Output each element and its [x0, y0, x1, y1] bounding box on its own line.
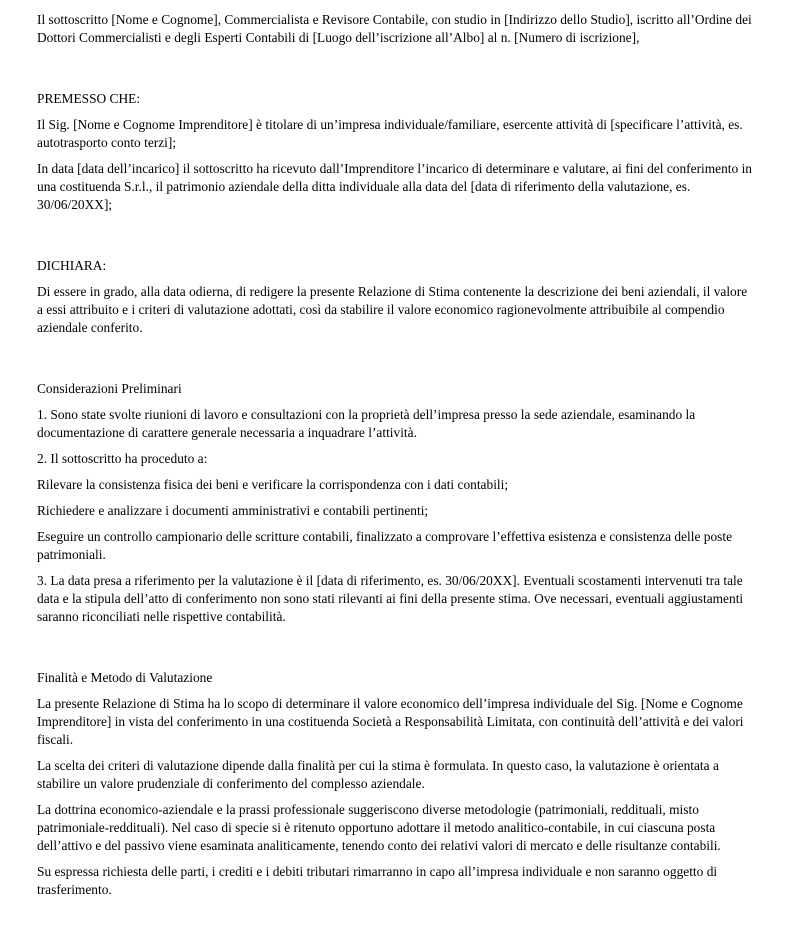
dichiara-heading: DICHIARA: — [37, 258, 107, 273]
finalita-paragraph-2: La scelta dei criteri di valutazione dipende dalla finalità per cui la stima è formulata. In questo caso, la valutazione è orientata a stabilire un valore prudenziale di conferimento del complesso aziendale. — [37, 758, 719, 791]
considerazioni-paragraph-4: Richiedere e analizzare i documenti amministrativi e contabili pertinenti; — [37, 503, 429, 518]
dichiara-paragraph-1: Di essere in grado, alla data odierna, di redigere la presente Relazione di Stima contenente la descrizione dei beni aziendali, il valore a essi attribuito e i criteri di valutazione adottati, così da stabilire il valore economico ragionevolmente attribuibile al compendio aziendale conferito. — [37, 284, 748, 335]
finalita-heading: Finalità e Metodo di Valutazione — [37, 670, 213, 685]
intro-paragraph: Il sottoscritto [Nome e Cognome], Commercialista e Revisore Contabile, con studio in [Indirizzo dello Studio], iscritto all’Ordine dei Dottori Commercialisti e degli Esperti Contabili di [Luogo dell’iscrizione all’Albo] al n. [Numero di iscrizione], — [37, 12, 752, 45]
considerazioni-paragraph-6: 3. La data presa a riferimento per la valutazione è il [data di riferimento, es. 30/06/20XX]. Eventuali scostamenti intervenuti tra tale data e la stipula dell’atto di conferimento non sono stati rilevanti ai fini della presente stima. Ove necessari, eventuali aggiustamenti saranno riconciliati nelle rispettive contabilità. — [37, 573, 744, 624]
finalita-paragraph-4: Su espressa richiesta delle parti, i crediti e i debiti tributari rimarranno in capo all’impresa individuale e non saranno oggetto di trasferimento. — [37, 864, 718, 897]
premesso-paragraph-1: Il Sig. [Nome e Cognome Imprenditore] è titolare di un’impresa individuale/familiare, esercente attività di [specificare l’attività, es. autotrasporto conto terzi]; — [37, 117, 743, 150]
spacer — [37, 55, 752, 90]
considerazioni-paragraph-2: 2. Il sottoscritto ha proceduto a: — [37, 451, 208, 466]
spacer — [37, 222, 752, 257]
considerazioni-heading: Considerazioni Preliminari — [37, 381, 182, 396]
finalita-paragraph-3: La dottrina economico-aziendale e la prassi professionale suggeriscono diverse metodologie (patrimoniali, reddituali, misto patrimoniale-reddituali). Nel caso di specie si è ritenuto opportuno adottare il metodo analitico-contabile, in cui ciascuna posta dell’attivo e del passivo viene esaminata analiticamente, tenendo conto dei relativi valori di mercato e delle risultanze contabili. — [37, 802, 721, 853]
spacer — [37, 345, 752, 380]
premesso-heading: PREMESSO CHE: — [37, 91, 141, 106]
considerazioni-paragraph-1: 1. Sono state svolte riunioni di lavoro e consultazioni con la proprietà dell’impresa presso la sede aziendale, esaminando la documentazione di carattere generale necessaria a inquadrare l’attività. — [37, 407, 696, 440]
considerazioni-paragraph-5: Eseguire un controllo campionario delle scritture contabili, finalizzato a comprovare l’effettiva esistenza e consistenza delle poste patrimoniali. — [37, 529, 733, 562]
premesso-paragraph-2: In data [data dell’incarico] il sottoscritto ha ricevuto dall’Imprenditore l’incarico di determinare e valutare, ai fini del conferimento in una costituenda S.r.l., il patrimonio aziendale della ditta individuale alla data del [data di riferimento della valutazione, es. 30/06/20XX]; — [37, 161, 752, 212]
considerazioni-paragraph-3: Rilevare la consistenza fisica dei beni e verificare la corrispondenza con i dati contabili; — [37, 477, 509, 492]
spacer — [37, 634, 752, 669]
finalita-paragraph-1: La presente Relazione di Stima ha lo scopo di determinare il valore economico dell’impresa individuale del Sig. [Nome e Cognome Imprenditore] in vista del conferimento in una costituenda Società a Responsabilità Limitata, con continuità dell’attività e dei valori fiscali. — [37, 696, 744, 747]
